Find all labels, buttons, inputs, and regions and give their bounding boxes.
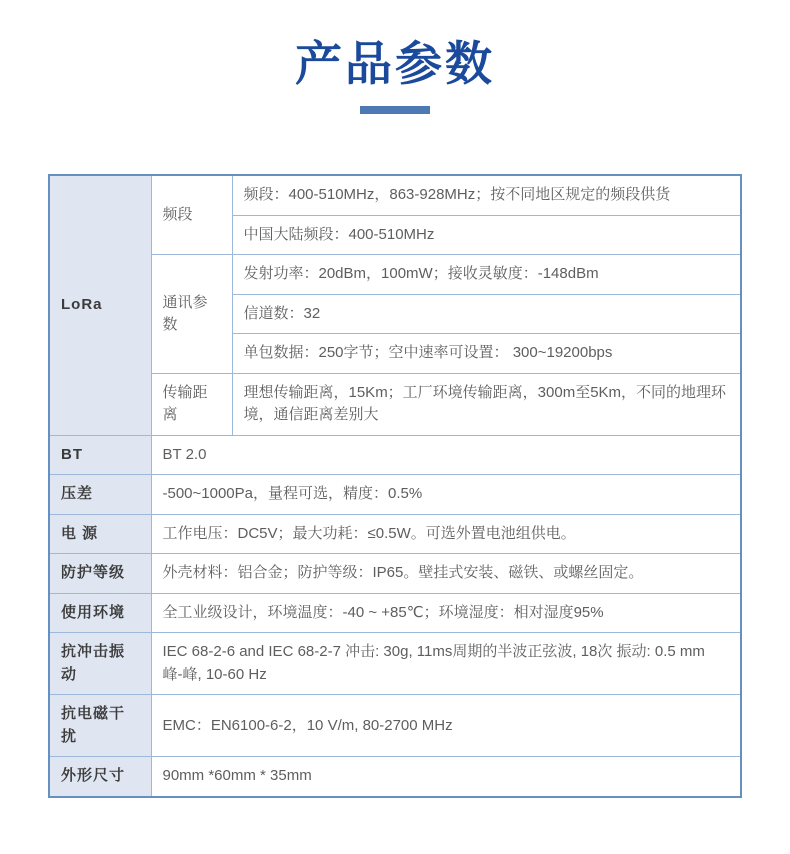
spec-value-cell: 工作电压：DC5V；最大功耗：≤0.5W。可选外置电池组供电。 — [151, 514, 741, 554]
spec-category-cell-power: 电 源 — [49, 514, 151, 554]
table-row — [49, 255, 741, 295]
spec-subcategory-cell-distance: 传输距离 — [151, 373, 232, 435]
spec-value-cell: IEC 68-2-6 and IEC 68-2-7 冲击: 30g, 11ms周期的半波正弦波, 18次 振动: 0.5 mm 峰-峰, 10-60 Hz — [151, 633, 741, 695]
page-header — [0, 0, 790, 114]
table-row — [49, 633, 741, 695]
spec-category-cell-lora: LoRa — [49, 175, 151, 435]
spec-category-cell-bt: BT — [49, 435, 151, 475]
spec-category-cell-dimensions: 外形尺寸 — [49, 757, 151, 797]
spec-value-cell: EMC：EN6100-6-2，10 V/m, 80-2700 MHz — [151, 695, 741, 757]
spec-value-cell: 理想传输距离，15Km；工厂环境传输距离，300m至5Km，不同的地理环境，通信距离差别大 — [232, 373, 741, 435]
table-row — [49, 554, 741, 594]
spec-category-cell-emi: 抗电磁干扰 — [49, 695, 151, 757]
spec-category-cell-pressure: 压差 — [49, 475, 151, 515]
spec-value-cell: BT 2.0 — [151, 435, 741, 475]
table-row — [49, 373, 741, 435]
spec-subcategory-cell-comm-params: 通讯参数 — [151, 255, 232, 374]
spec-value-cell: 全工业级设计，环境温度：-40 ~ +85℃；环境湿度：相对湿度95% — [151, 593, 741, 633]
spec-category-cell-environment: 使用环境 — [49, 593, 151, 633]
spec-value-cell: 外壳材料：铝合金；防护等级：IP65。壁挂式安装、磁铁、或螺丝固定。 — [151, 554, 741, 594]
spec-value-cell: 发射功率：20dBm，100mW；接收灵敏度：-148dBm — [232, 255, 741, 295]
table-row — [49, 435, 741, 475]
spec-value-cell: 单包数据：250字节；空中速率可设置： 300~19200bps — [232, 334, 741, 374]
spec-value-cell: 频段：400-510MHz，863-928MHz；按不同地区规定的频段供货 — [232, 175, 741, 215]
spec-table — [48, 174, 742, 798]
title-underline — [360, 106, 430, 114]
spec-value-cell: 90mm *60mm * 35mm — [151, 757, 741, 797]
spec-category-cell-shock-vibration: 抗冲击振动 — [49, 633, 151, 695]
spec-subcategory-cell-band: 频段 — [151, 175, 232, 255]
page-title: 产品参数 — [295, 37, 495, 90]
table-row — [49, 475, 741, 515]
spec-value-cell: 信道数：32 — [232, 294, 741, 334]
table-row — [49, 757, 741, 797]
table-row — [49, 695, 741, 757]
spec-value-cell: 中国大陆频段：400-510MHz — [232, 215, 741, 255]
table-row — [49, 514, 741, 554]
table-row — [49, 593, 741, 633]
spec-value-cell: -500~1000Pa，量程可选，精度：0.5% — [151, 475, 741, 515]
table-row — [49, 175, 741, 215]
spec-category-cell-protection: 防护等级 — [49, 554, 151, 594]
